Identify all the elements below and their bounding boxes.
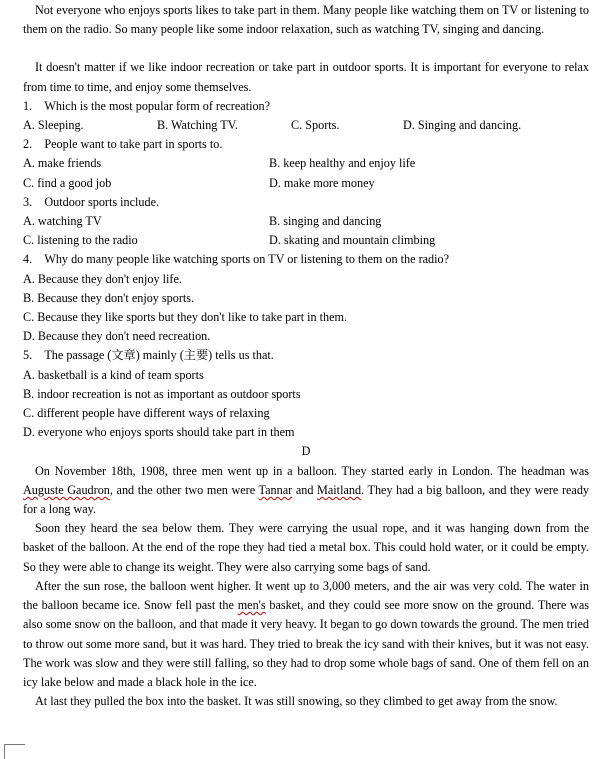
option-d: D. Singing and dancing. xyxy=(403,118,522,133)
section-heading-d: D xyxy=(301,444,311,459)
proper-name: Tannar xyxy=(258,482,293,497)
option-a: A. basketball is a kind of team sports xyxy=(23,367,204,382)
question-1-stem: 1. Which is the most popular form of recreation? xyxy=(23,98,271,113)
text-run: . They had a big balloon, and they were ready for a long way. xyxy=(23,482,590,517)
proper-name: Auguste Gaudron xyxy=(23,482,110,497)
option-c: C. find a good job xyxy=(23,175,112,190)
option-b: B. indoor recreation is not as important as outdoor sports xyxy=(23,386,301,401)
question-5-stem: 5. The passage (文章) mainly (主要) tells us that. xyxy=(23,348,274,363)
option-c: C. Sports. xyxy=(291,118,340,133)
text-run: and xyxy=(292,482,318,497)
question-1-options xyxy=(23,116,589,135)
question-4-stem: 4. Why do many people like watching sports on TV or listening to them on the radio? xyxy=(23,252,450,267)
option-c: C. listening to the radio xyxy=(23,233,138,248)
text-run: basket, and they could see more snow on the ground. There was also some snow on the balloon, and that made it very heavy. It began to go down towards the ground. The men tried to throw out some more sand, but it was hard. They tried to break the icy sand with their knives, but it was not easy. The work was slow and they were still falling, so they had to drop some whole bags of sand. One of them fell on an icy lake below and made a black hole in the ice. xyxy=(23,598,589,689)
question-2-options-row-2 xyxy=(23,174,589,193)
flagged-word: men's xyxy=(237,598,266,613)
paragraph-gap xyxy=(23,39,589,58)
question-3-options-row-2 xyxy=(23,231,589,250)
text-run: On November 18th, 1908, three men went up in a balloon. They started early in London. The headman was xyxy=(35,463,589,478)
passage-c-paragraph-1: Not everyone who enjoys sports likes to take part in them. Many people like watching them on TV or listening to them on the radio. So many people like some indoor relaxation, such as watching TV, singing and dancing. xyxy=(23,3,589,37)
proper-name: Maitland xyxy=(317,482,362,497)
option-a: A. make friends xyxy=(23,156,102,171)
passage-d-paragraph-3 xyxy=(23,577,589,692)
question-2-stem: 2. People want to take part in sports to. xyxy=(23,137,223,152)
option-d: D. make more money xyxy=(269,175,375,190)
option-a: A. Because they don't enjoy life. xyxy=(23,271,182,286)
document-page xyxy=(23,1,589,711)
option-d: D. Because they don't need recreation. xyxy=(23,329,211,344)
page-corner-mark xyxy=(4,744,25,759)
text-run: , and the other two men were xyxy=(109,482,259,497)
text-run: After the sun rose, the balloon went higher. It went up to 3,000 meters, and the air was very cold. The water in the balloon became ice. Snow fell past the xyxy=(23,578,589,613)
option-d: D. skating and mountain climbing xyxy=(269,233,436,248)
passage-c-paragraph-2: It doesn't matter if we like indoor recreation or take part in outdoor sports. It is important for everyone to relax from time to time, and enjoy some themselves. xyxy=(23,60,589,94)
option-d: D. everyone who enjoys sports should take part in them xyxy=(23,425,295,440)
passage-d-paragraph-1 xyxy=(23,462,589,520)
option-b: B. keep healthy and enjoy life xyxy=(269,156,416,171)
option-b: B. Because they don't enjoy sports. xyxy=(23,290,195,305)
question-2-options-row-1 xyxy=(23,154,589,173)
option-b: B. singing and dancing xyxy=(269,214,382,229)
option-a: A. watching TV xyxy=(23,214,102,229)
option-b: B. Watching TV. xyxy=(157,118,238,133)
passage-d-paragraph-4: At last they pulled the box into the basket. It was still snowing, so they climbed to get away from the snow. xyxy=(35,694,558,709)
question-3-options-row-1 xyxy=(23,212,589,231)
option-a: A. Sleeping. xyxy=(23,118,84,133)
passage-d-paragraph-2: Soon they heard the sea below them. They were carrying the usual rope, and it was hanging down from the basket of the balloon. At the end of the rope they had tied a metal box. This could hold water, or it could be empty. So they were able to change its weight. They were also carrying some bags of sand. xyxy=(23,521,589,574)
question-3-stem: 3. Outdoor sports include. xyxy=(23,194,160,209)
option-c: C. different people have different ways of relaxing xyxy=(23,406,270,421)
option-c: C. Because they like sports but they don't like to take part in them. xyxy=(23,310,348,325)
